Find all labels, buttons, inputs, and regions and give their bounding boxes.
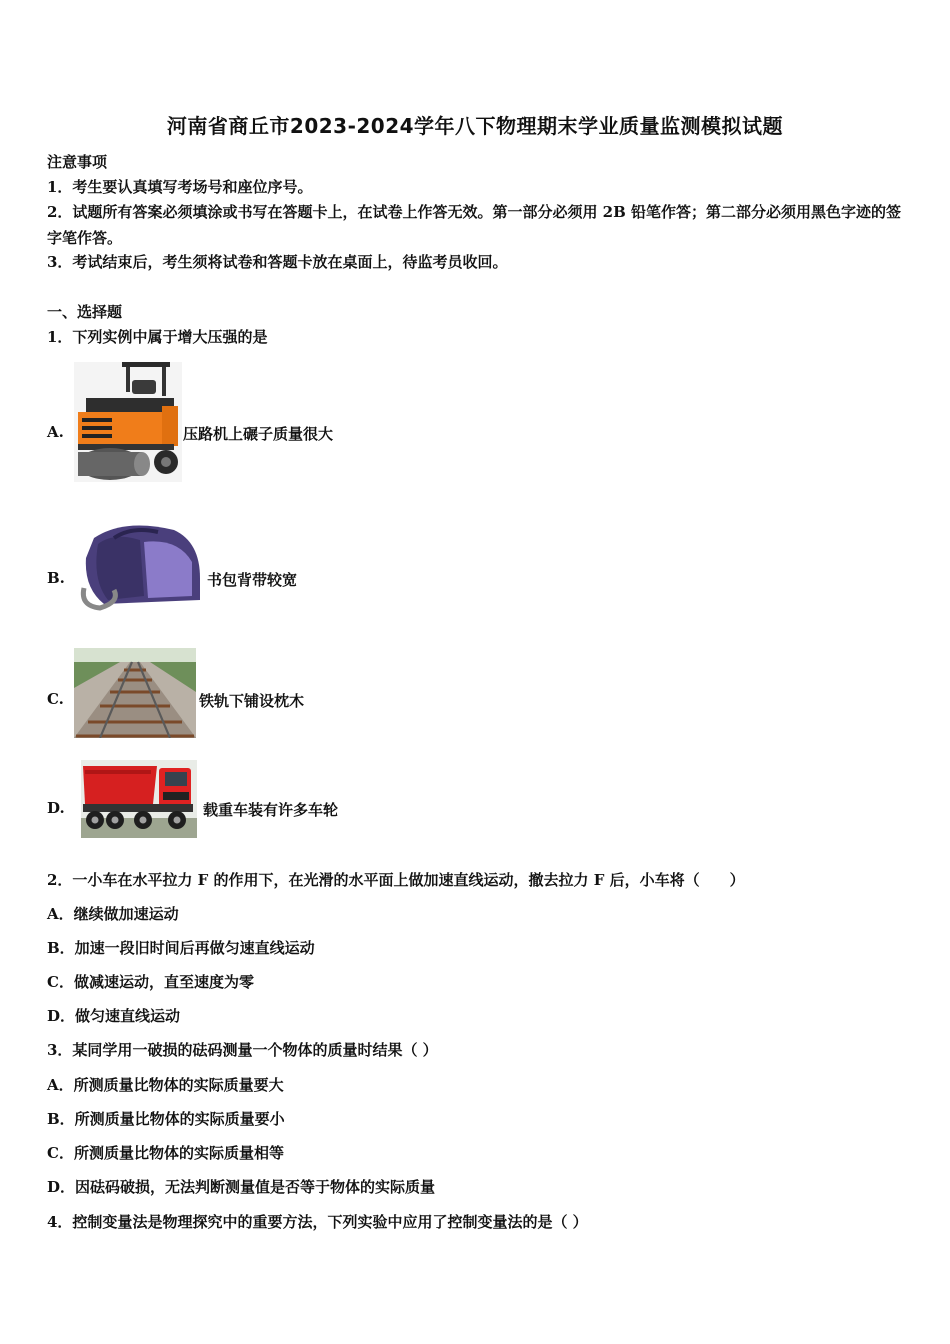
notice-item-1: 1．考生要认真填写考场号和座位序号。	[47, 178, 313, 196]
q1-option-b-text: 书包背带较宽	[207, 571, 298, 589]
q3-option-a: A．所测质量比物体的实际质量要大	[47, 1076, 284, 1094]
notice-heading: 注意事项	[47, 153, 108, 171]
q2-option-c: C．做减速运动，直至速度为零	[47, 973, 254, 991]
q3-option-d: D．因砝码破损，无法判断测量值是否等于物体的实际质量	[47, 1178, 436, 1196]
q3-option-b: B．所测质量比物体的实际质量要小	[47, 1110, 285, 1128]
q3-option-c: C．所测质量比物体的实际质量相等	[47, 1144, 284, 1162]
q1-stem: 1．下列实例中属于增大压强的是	[47, 328, 268, 346]
road-roller-image	[74, 362, 182, 482]
q1-option-a-label: A.	[47, 423, 64, 441]
q1-option-a-text: 压路机上碾子质量很大	[183, 425, 334, 443]
notice-item-3: 3．考试结束后，考生须将试卷和答题卡放在桌面上，待监考员收回。	[47, 253, 508, 271]
dump-truck-image	[81, 760, 197, 838]
notice-item-2: 2．试题所有答案必须填涂或书写在答题卡上，在试卷上作答无效。第一部分必须用 2B 铅笔作答；第二部分必须用黑色字迹的签字笔作答。	[47, 203, 902, 247]
q1-option-b-label: B.	[47, 569, 65, 587]
section-heading: 一、选择题	[47, 303, 123, 321]
q1-option-c-label: C.	[47, 690, 64, 708]
railway-track-image	[74, 648, 196, 738]
q2-option-b: B．加速一段旧时间后再做匀速直线运动	[47, 939, 315, 957]
q4-stem: 4．控制变量法是物理探究中的重要方法，下列实验中应用了控制变量法的是（ ）	[47, 1213, 588, 1231]
q1-option-d-text: 载重车装有许多车轮	[203, 801, 339, 819]
q1-option-d-label: D.	[47, 799, 65, 817]
q3-stem: 3．某同学用一破损的砝码测量一个物体的质量时结果（ ）	[47, 1041, 438, 1059]
q2-option-a: A．继续做加速运动	[47, 905, 179, 923]
q1-option-c-text: 铁轨下铺设枕木	[199, 692, 305, 710]
backpack-image	[74, 518, 204, 612]
q2-stem: 2．一小车在水平拉力 F 的作用下，在光滑的水平面上做加速直线运动，撤去拉力 F 后，小车将（ ）	[47, 871, 745, 889]
page-title: 河南省商丘市2023-2024学年八下物理期末学业质量监测模拟试题	[166, 114, 784, 138]
q2-option-d: D．做匀速直线运动	[47, 1007, 181, 1025]
